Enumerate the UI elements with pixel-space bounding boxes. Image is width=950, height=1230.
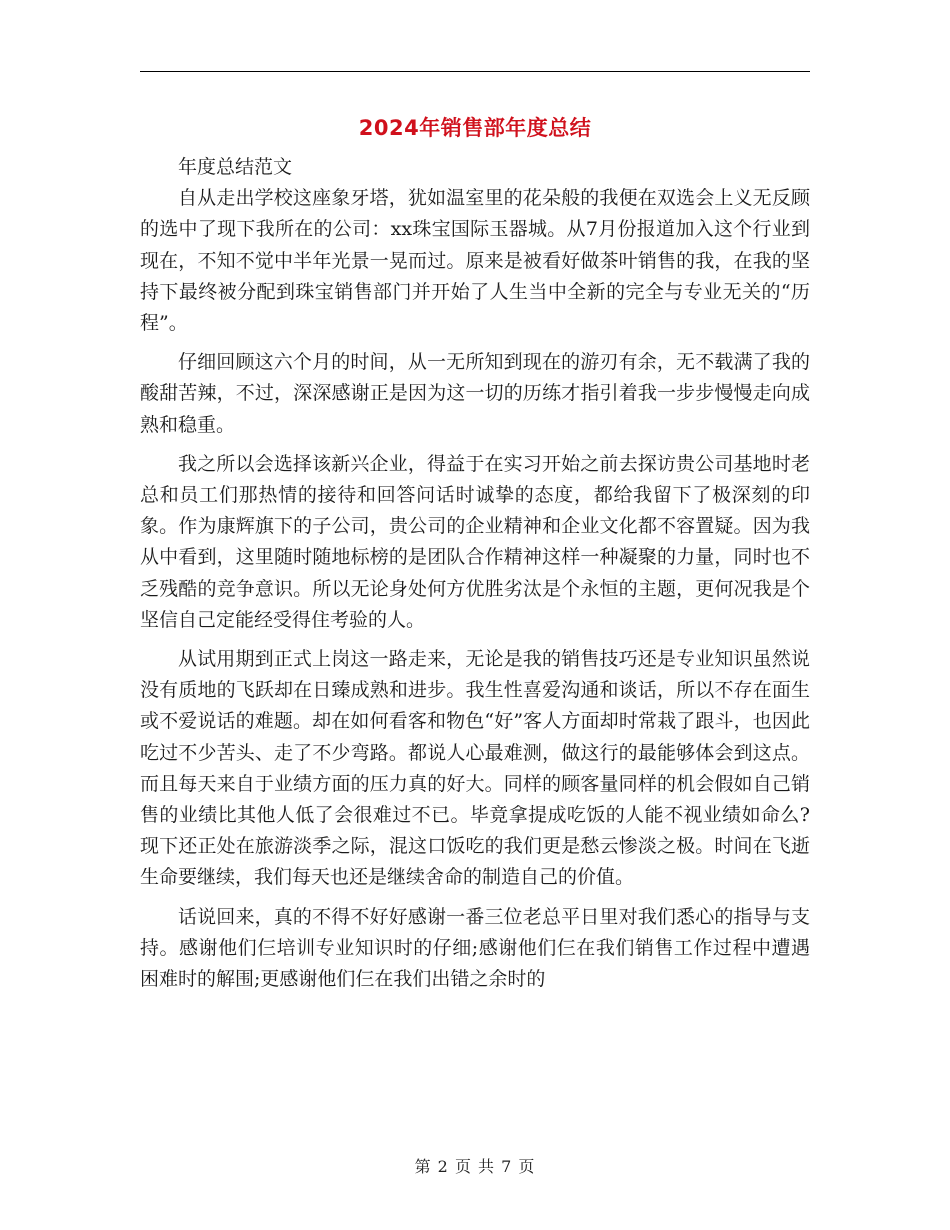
paragraph: 我之所以会选择该新兴企业，得益于在实习开始之前去探访贵公司基地时老总和员工们那热情的接待和回答问话时诚挚的态度，都给我留下了极深刻的印象。作为康辉旗下的子公司，贵公司的企业精神和企业文化都不容置疑。因为我从中看到，这里随时随地标榜的是团队合作精神这样一种凝聚的力量，同时也不乏残酷的竞争意识。所以无论身处何方优胜劣汰是个永恒的主题，更何况我是个坚信自己定能经受得住考验的人。: [140, 452, 810, 631]
page-number-footer: 第 2 页 共 7 页: [414, 1157, 536, 1176]
header-rule: [140, 71, 810, 72]
document-title: 2024年销售部年度总结: [358, 116, 592, 140]
paragraph-subtitle: 年度总结范文: [178, 156, 293, 178]
paragraph: 仔细回顾这六个月的时间，从一无所知到现在的游刃有余，无不载满了我的酸甜苦辣，不过，深深感谢正是因为这一切的历练才指引着我一步步慢慢走向成熟和稳重。: [140, 351, 810, 436]
paragraph: 话说回来，真的不得不好好感谢一番三位老总平日里对我们悉心的指导与支持。感谢他们仨培训专业知识时的仔细;感谢他们仨在我们销售工作过程中遭遇困难时的解围;更感谢他们仨在我们出错之余时的: [140, 905, 810, 991]
paragraph: 从试用期到正式上岗这一路走来，无论是我的销售技巧还是专业知识虽然说没有质地的飞跃却在日臻成熟和进步。我生性喜爱沟通和谈话，所以不存在面生或不爱说话的难题。却在如何看客和物色“好”客人方面却时常栽了跟斗，也因此吃过不少苦头、走了不少弯路。都说人心最难测，做这行的最能够体会到这点。而且每天来自于业绩方面的压力真的好大。同样的顾客量同样的机会假如自己销售的业绩比其他人低了会很难过不已。毕竟拿提成吃饭的人能不视业绩如命么?现下还正处在旅游淡季之际，混这口饭吃的我们更是愁云惨淡之极。时间在飞逝生命要继续，我们每天也还是继续舍命的制造自己的价值。: [140, 648, 810, 889]
document-body: [140, 152, 810, 995]
paragraph: 自从走出学校这座象牙塔，犹如温室里的花朵般的我便在双选会上义无反顾的选中了现下我所在的公司：xx珠宝国际玉器城。从7月份报道加入这个行业到现在，不知不觉中半年光景一晃而过。原来是被看好做茶叶销售的我，在我的坚持下最终被分配到珠宝销售部门并开始了人生当中全新的完全与专业无关的“历程”。: [140, 187, 810, 335]
